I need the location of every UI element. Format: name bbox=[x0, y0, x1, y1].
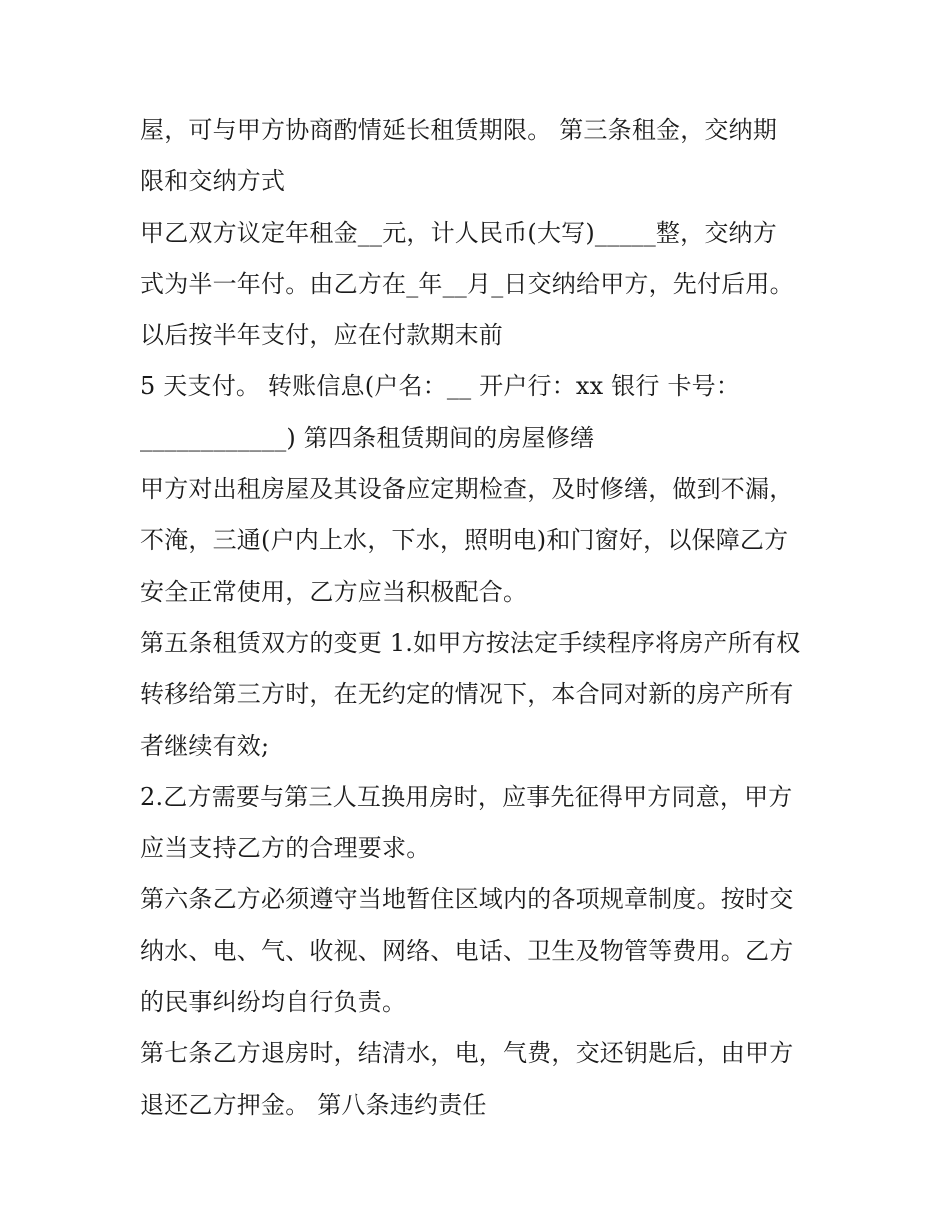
text-line: ____________) 第四条租赁期间的房屋修缮 bbox=[140, 423, 595, 452]
text-line: 式为半一年付。由乙方在_年__月_日交纳给甲方，先付后用。 bbox=[140, 269, 794, 298]
text-line: 第七条乙方退房时，结清水，电，气费，交还钥匙后，由甲方 bbox=[140, 1039, 794, 1068]
text-line: 者继续有效; bbox=[140, 731, 270, 760]
text-line: 2.乙方需要与第三人互换用房时，应事先征得甲方同意，甲方 bbox=[140, 782, 793, 811]
text-line: 5 天支付。 转账信息(户名：__ 开户行：xx 银行 卡号： bbox=[140, 372, 741, 401]
text-line: 以后按半年支付，应在付款期末前 bbox=[140, 321, 503, 350]
text-line: 转移给第三方时，在无约定的情况下，本合同对新的房产所有 bbox=[140, 680, 794, 709]
text-line: 第六条乙方必须遵守当地暂住区域内的各项规章制度。按时交 bbox=[140, 885, 794, 914]
text-line: 的民事纠纷均自行负责。 bbox=[140, 988, 407, 1017]
text-line: 甲乙双方议定年租金__元，计人民币(大写)_____整，交纳方 bbox=[140, 218, 777, 247]
document-page bbox=[140, 105, 820, 1131]
text-line: 不淹，三通(户内上水，下水，照明电)和门窗好，以保障乙方 bbox=[140, 526, 789, 555]
text-line: 第五条租赁双方的变更 1.如甲方按法定手续程序将房产所有权 bbox=[140, 628, 801, 657]
text-line: 应当支持乙方的合理要求。 bbox=[140, 834, 431, 863]
text-line: 退还乙方押金。 第八条违约责任 bbox=[140, 1090, 487, 1119]
text-line: 屋，可与甲方协商酌情延长租赁期限。 第三条租金，交纳期 bbox=[140, 116, 778, 144]
text-line: 甲方对出租房屋及其设备应定期检查，及时修缮，做到不漏， bbox=[140, 475, 794, 504]
text-line: 纳水、电、气、收视、网络、电话、卫生及物管等费用。乙方 bbox=[140, 936, 794, 965]
text-line: 限和交纳方式 bbox=[140, 167, 286, 196]
text-line: 安全正常使用，乙方应当积极配合。 bbox=[140, 577, 528, 606]
